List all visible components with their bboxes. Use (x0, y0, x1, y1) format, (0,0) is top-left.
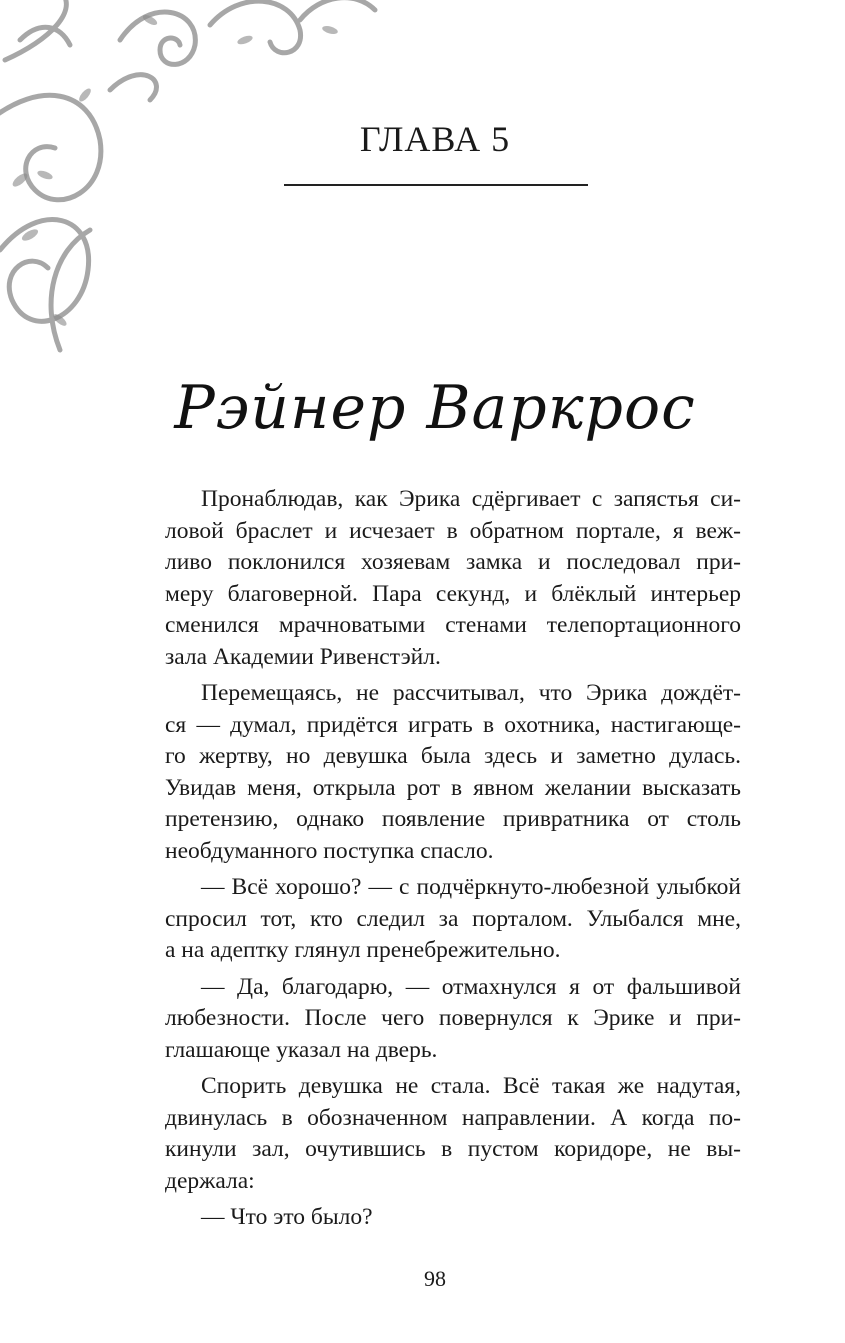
text-line: ливо поклонился хозяевам замка и последовал при- (165, 549, 741, 575)
text-line: — Что это было? (201, 1204, 373, 1230)
text-line: а на адептку глянул пренебрежительно. (165, 937, 561, 963)
text-line: — Да, благодарю, — отмахнулся я от фальшивой (201, 973, 741, 1000)
text-line: кинули зал, очутившись в пустом коридоре, не вы- (165, 1136, 741, 1162)
pov-character-heading: Рэйнер Варкрос (174, 373, 696, 443)
text-line: Спорить девушка не стала. Всё такая же надутая, (201, 1073, 741, 1099)
paragraph (129, 484, 741, 673)
page-number: 98 (424, 1266, 446, 1291)
text-line: любезности. После чего повернулся к Эрике и при- (165, 1005, 741, 1031)
text-line: зала Академии Ривенстэйл. (165, 643, 441, 670)
text-line: Перемещаясь, не рассчитывал, что Эрика дождёт- (201, 680, 741, 706)
text-line: двинулась в обозначенном направлении. А когда по- (165, 1104, 741, 1131)
body-text (129, 484, 741, 1239)
text-line: меру благоверной. Пара секунд, и блёклый интерьер (165, 580, 741, 607)
paragraph (129, 1071, 741, 1197)
corner-flourish-ornament (0, 0, 400, 360)
paragraph (129, 1202, 741, 1234)
text-line: необдуманного поступка спасло. (165, 837, 494, 864)
chapter-title: ГЛАВА 5 (359, 119, 511, 159)
paragraph (129, 972, 741, 1067)
text-line: — Всё хорошо? — с подчёркнуто-любезной улыбкой (201, 874, 741, 900)
paragraph (129, 872, 741, 967)
text-line: сменился мрачноватыми стенами телепортационного (165, 612, 741, 638)
text-line: спросил тот, кто следил за порталом. Улыбался мне, (165, 905, 741, 932)
text-line: Увидав меня, открыла рот в явном желании высказать (165, 774, 741, 801)
text-line: Пронаблюдав, как Эрика сдёргивает с запястья си- (201, 486, 741, 512)
paragraph (129, 678, 741, 867)
text-line: претензию, однако появление привратника от столь (165, 806, 741, 832)
text-line: го жертву, но девушка была здесь и заметно дулась. (165, 743, 741, 769)
chapter-title-underline (284, 184, 588, 186)
text-line: ловой браслет и исчезает в обратном портале, я веж- (165, 517, 741, 544)
text-line: ся — думал, придётся играть в охотника, настигающе- (165, 711, 741, 738)
text-line: глашающе указал на дверь. (165, 1036, 438, 1063)
text-line: держала: (165, 1167, 255, 1194)
